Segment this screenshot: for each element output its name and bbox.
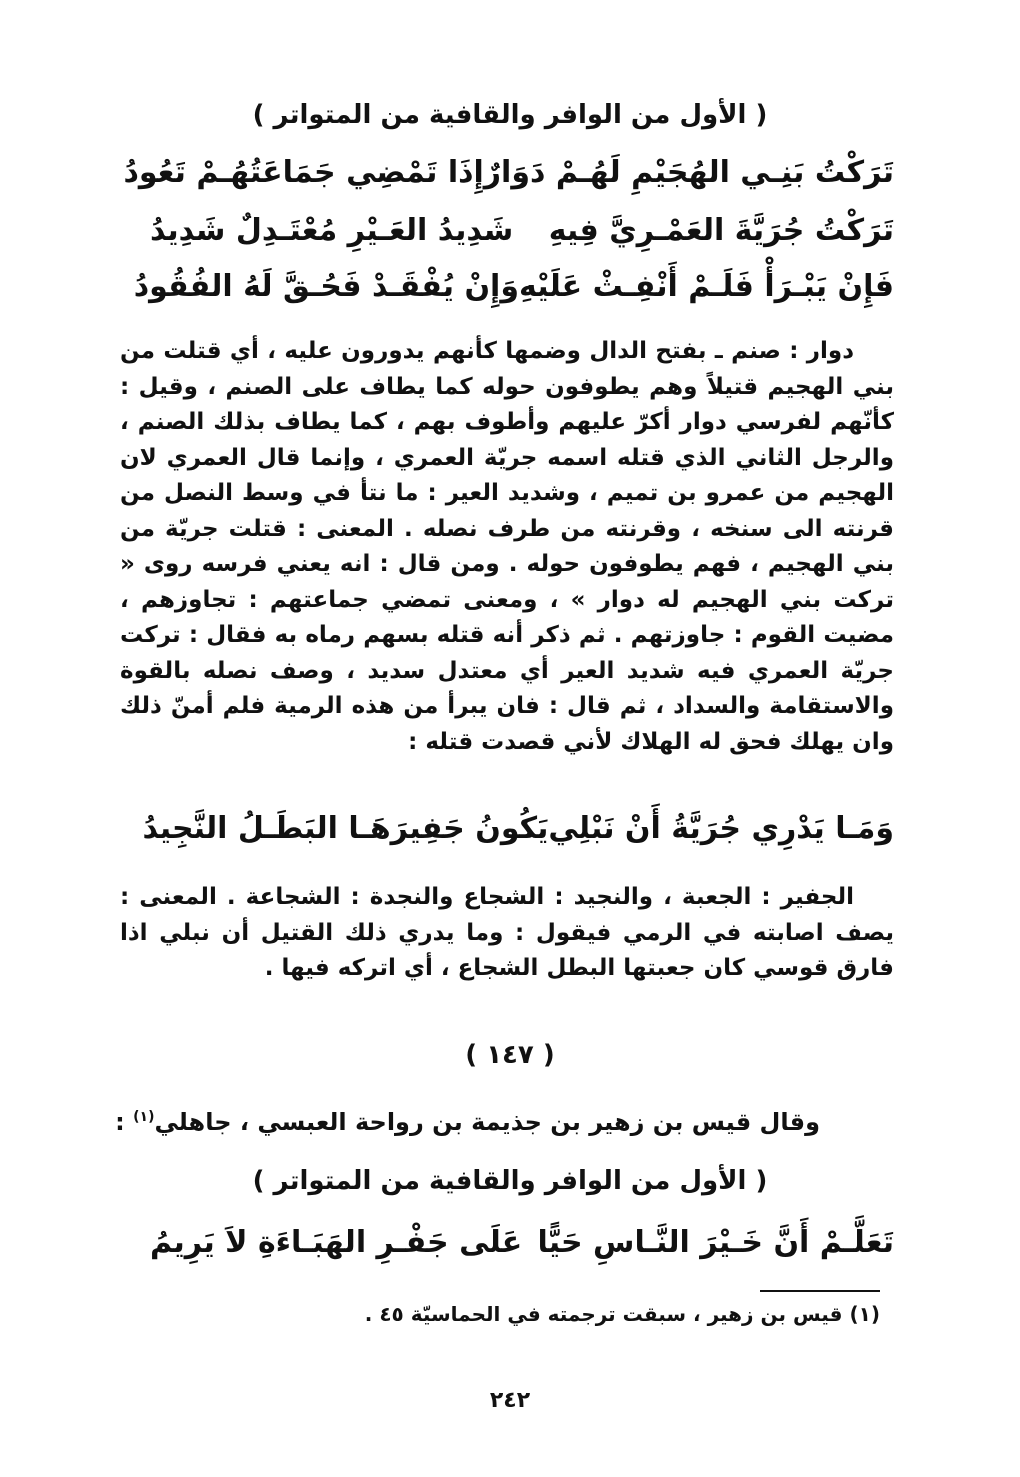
footnote-ref: (١): [133, 1109, 155, 1125]
verse-first-hemistich: تَعَلَّـمْ أَنَّ خَـيْرَ النَّـاسِ حَيًّا: [537, 1224, 894, 1260]
poem-number: ( ١٤٧ ): [465, 1040, 555, 1070]
footnote-divider: [760, 1290, 880, 1292]
verse-line: [123, 148, 894, 196]
meter-heading: ( الأول من الوافر والقافية من المتواتر ): [252, 100, 768, 130]
commentary-paragraph: [120, 880, 894, 987]
intro-tail: :: [115, 1108, 134, 1136]
verse-line: [133, 262, 894, 310]
verse-second-hemistich: وَإِنْ يُفْقَـدْ فَحُـقَّ لَهُ الفُقُودُ: [133, 268, 519, 304]
poem-intro: [115, 1108, 820, 1136]
intro-text: وقال قيس بن زهير بن جذيمة بن رواحة العبسي ، جاهلي: [154, 1108, 820, 1136]
verse-line: [150, 206, 894, 254]
footnote: [180, 1302, 880, 1326]
verse-second-hemistich: عَلَى جَفْـرِ الهَبَـاءَةِ لاَ يَرِيمُ: [150, 1224, 523, 1260]
verse-first-hemistich: تَرَكْتُ بَنِـي الهُجَيْمِ لَهُـمْ دَوَارٌ: [483, 154, 894, 190]
meter-heading: ( الأول من الوافر والقافية من المتواتر ): [252, 1166, 768, 1196]
footnote-text: قيس بن زهير ، سبقت ترجمته في الحماسيّة ٤٥ .: [364, 1302, 843, 1326]
verse-first-hemistich: فَإِنْ يَبْـرَأْ فَلَـمْ أَنْفِـثْ عَلَيْهِ: [519, 268, 894, 304]
footnote-marker: (١): [849, 1302, 880, 1326]
commentary-text: الجفير : الجعبة ، والنجيد : الشجاع والنجدة : الشجاعة . المعنى : يصف اصابته في الرمي فيقول : وما يدري ذلك القتيل أن نبلي اذا فارق قوسي كان جعبتها البطل الشجاع ، أي اتركه فيها .: [120, 884, 894, 981]
verse-first-hemistich: تَرَكْتُ جُرَيَّةَ العَمْـرِيَّ فِيهِ: [548, 212, 894, 248]
verse-second-hemistich: يَكُونُ جَفِيرَهَـا البَطَـلُ النَّجِيدُ: [142, 810, 549, 846]
verse-line: [150, 1218, 894, 1266]
verse-second-hemistich: شَدِيدُ العَـيْرِ مُعْتَـدِلٌ شَدِيدُ: [150, 212, 514, 248]
verse-second-hemistich: إِذَا تَمْضِي جَمَاعَتُهُـمْ تَعُودُ: [123, 154, 484, 190]
page-number: ٢٤٢: [489, 1388, 531, 1413]
commentary-text: دوار : صنم ـ بفتح الدال وضمها كأنهم يدورون عليه ، أي قتلت من بني الهجيم قتيلاً وهم يطوفون حوله كما يطاف على الصنم ، وقيل : كأنّهم لفرسي دوار أكرّ عليهم وأطوف بهم ، كما يطاف بذلك الصنم ، والرجل الثاني الذي قتله اسمه جريّة العمري ، وإنما قال العمري لان الهجيم من عمرو بن تميم ، وشديد العير : ما نتأ في وسط النصل من قرنته الى سنخه ، وقرنته من طرف نصله . المعنى : قتلت جريّة من بني الهجيم ، فهم يطوفون حوله . ومن قال : انه يعني فرسه روى « تركت بني الهجيم له دوار » ، ومعنى تمضي جماعتهم : تجاوزهم ، مضيت القوم : جاوزتهم . ثم ذكر أنه قتله بسهم رماه به فقال : تركت جريّة العمري فيه شديد العير أي معتدل سديد ، وصف نصله بالقوة والاستقامة والسداد ، ثم قال : فان يبرأ من هذه الرمية فلم أمنّ ذلك وان يهلك فحق له الهلاك لأني قصدت قتله :: [120, 338, 894, 755]
verse-line: [142, 804, 894, 852]
commentary-paragraph: [120, 334, 894, 760]
verse-first-hemistich: وَمَـا يَدْرِي جُرَيَّةُ أَنْ نَبْلِي: [548, 810, 894, 846]
